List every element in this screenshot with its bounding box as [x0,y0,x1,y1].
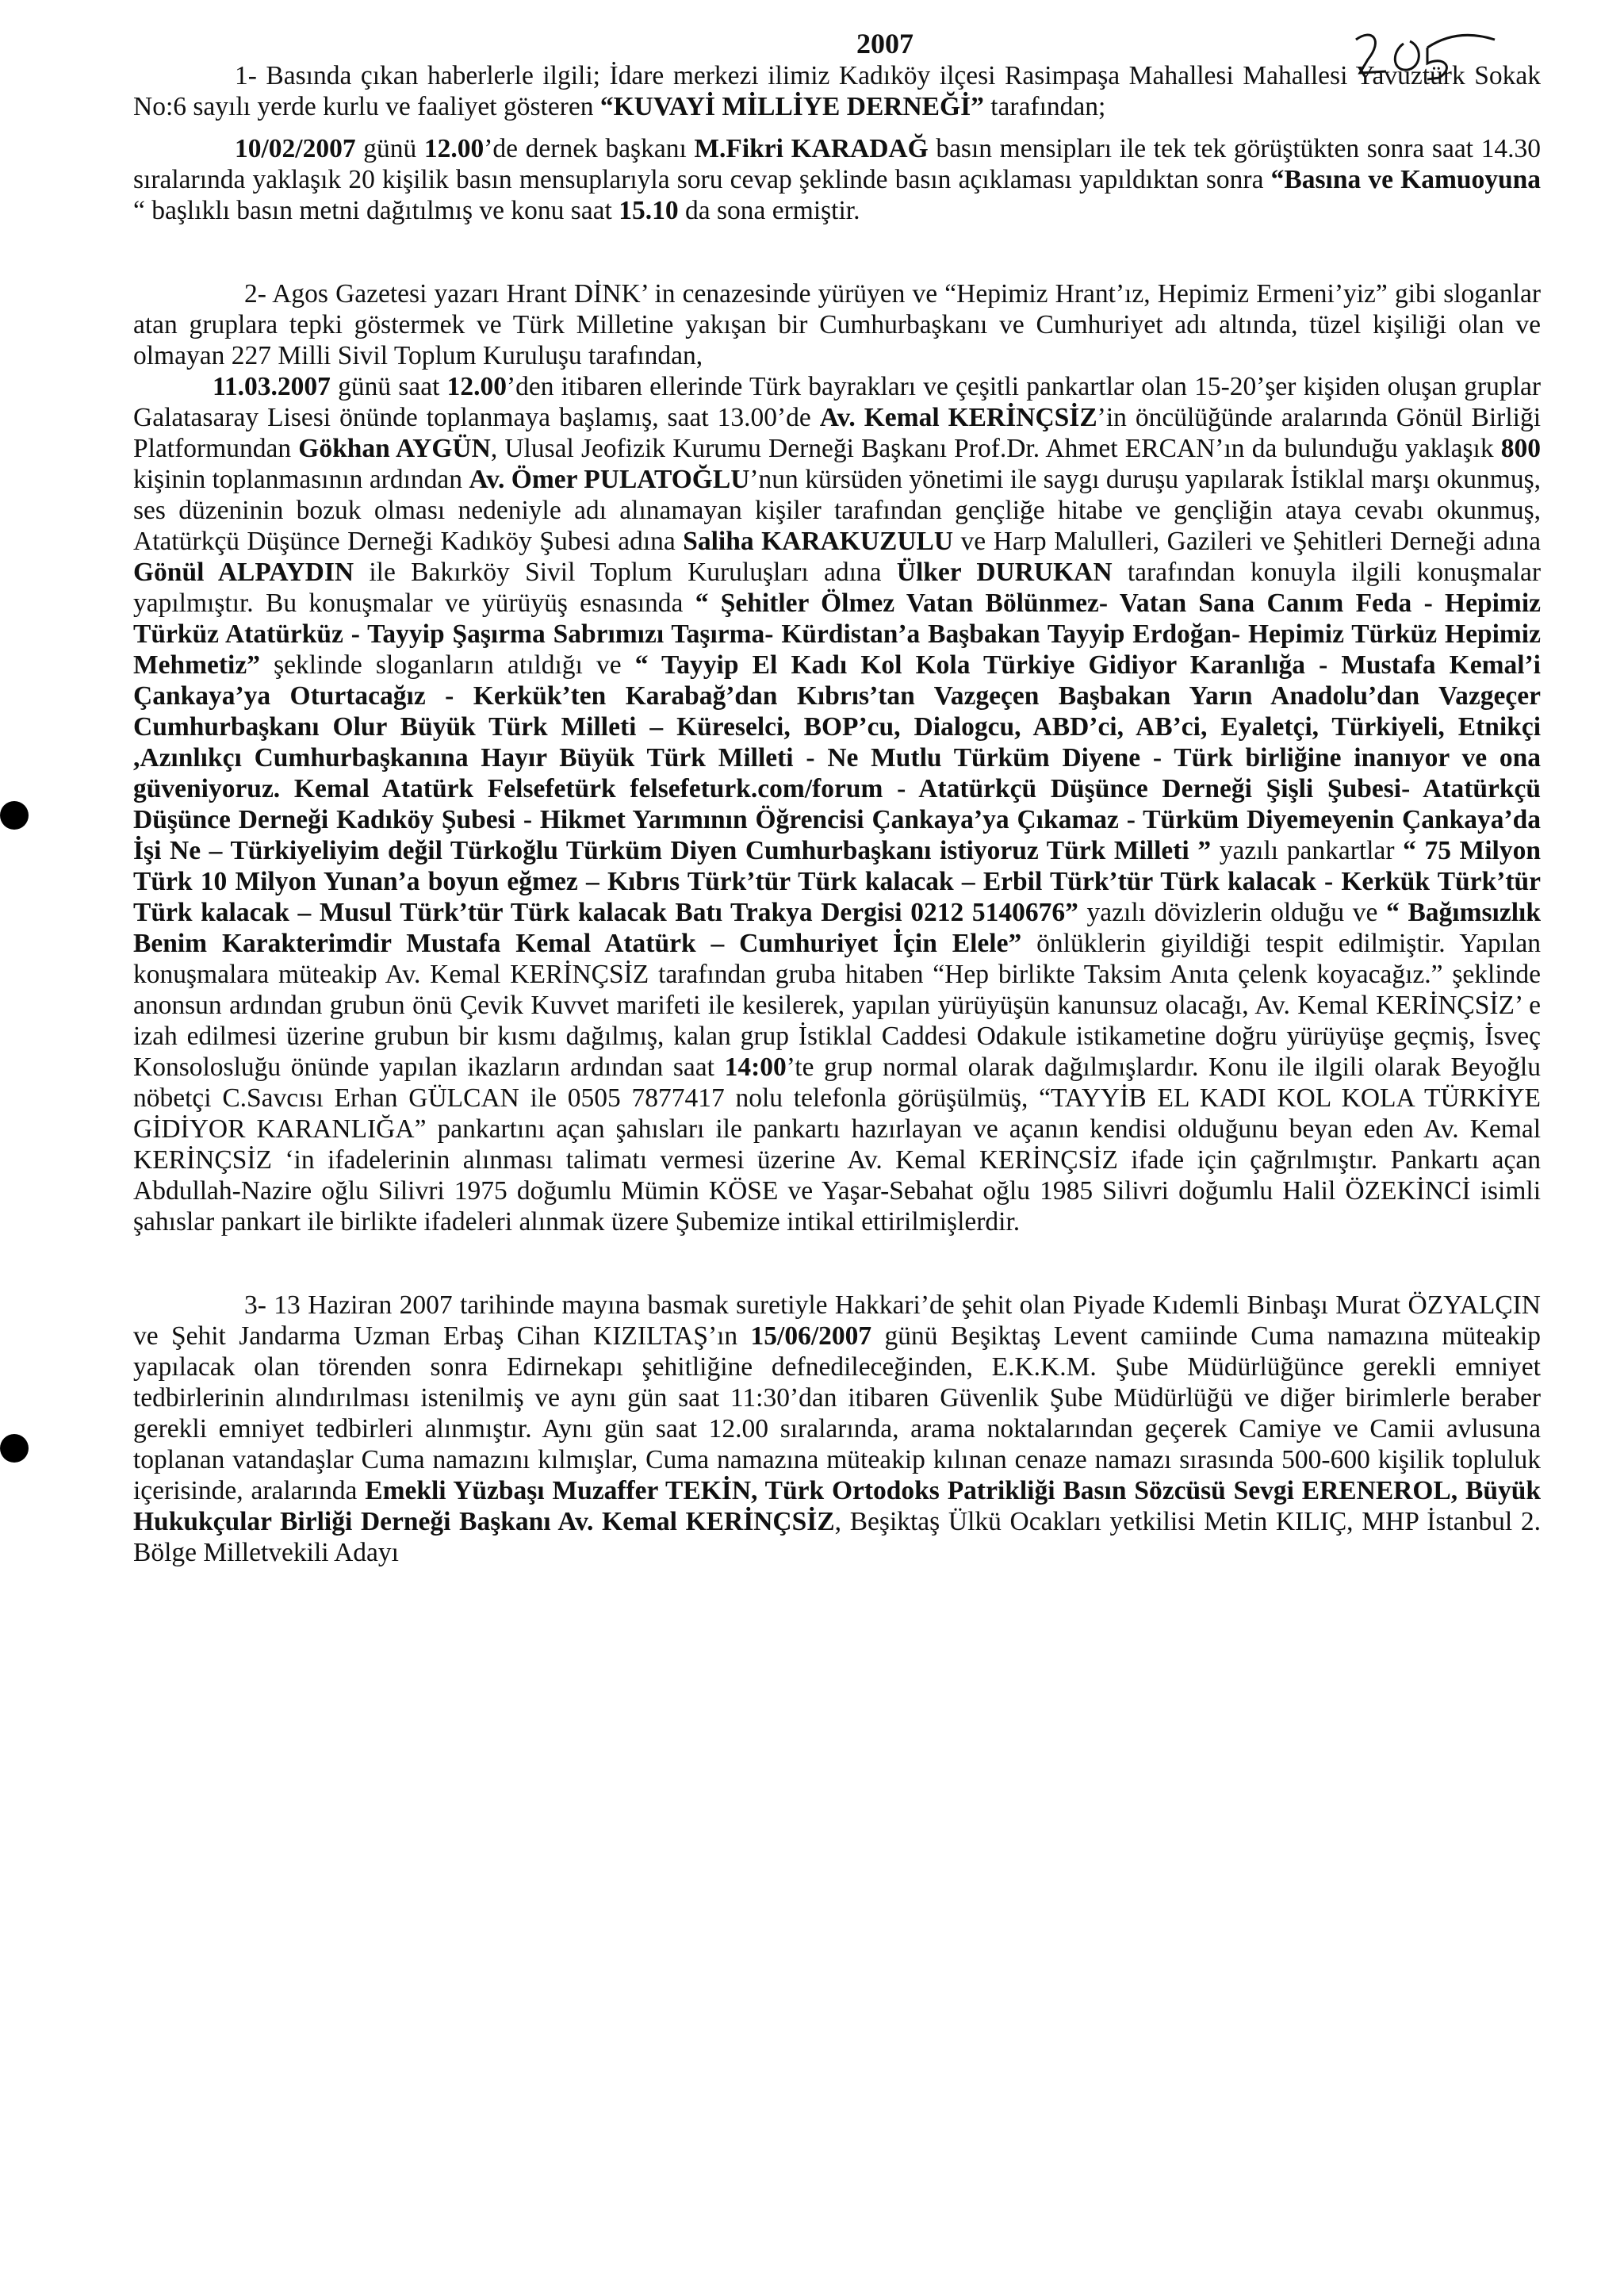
text: ’den itibaren ellerinde Türk bayrakları ve çeşitli pankartlar olan 15-20’şer kişiden oluşan gruplar Galatasaray Lisesi önünde toplanmaya başlamış, saat 13.00’de [133,372,1542,432]
punch-hole-mark [0,801,29,830]
organization-name: “KUVAYİ MİLLİYE DERNEĞİ” [599,92,984,121]
date: 10/02/2007 [235,134,356,163]
text: 1- Basında çıkan haberlerle ilgili; İdare merkezi ilimiz Kadıköy ilçesi Rasimpaşa Mahallesi Mahallesi Yavuztürk Sokak No:6 sayılı yerde kurlu ve faaliyet gösteren [133,61,1541,121]
date: 15/06/2007 [750,1321,872,1351]
time: 12.00 [423,134,485,163]
text: basın mensipları ile tek tek görüştükten sonra saat 14.30 sıralarında yaklaşık 20 kişilik basın mensuplarıyla soru cevap şeklinde basın açıklaması yapıldıktan sonra [133,134,1541,194]
text: da sona ermiştir. [678,196,860,225]
date: 11.03.2007 [213,372,331,401]
person-name: Gönül ALPAYDIN [133,558,354,587]
text: , Ulusal Jeofizik Kurumu Derneği Başkanı Prof.Dr. Ahmet ERCAN’ın da bulunduğu yaklaşık [490,434,1501,463]
press-text-title: “Basına ve Kamuoyuna [1270,165,1542,194]
section-1 [133,60,1541,226]
document-body [133,60,1541,1568]
text: “ başlıklı basın metni dağıtılmış ve konu saat [133,196,619,225]
attendee-count: 800 [1500,434,1542,463]
placard-texts: “ 75 Milyon Türk 10 Milyon Yunan’a boyun eğmez – Kıbrıs Türk’tür Türk kalacak – Erbil Türk’tür Türk kalacak - Kerkük Türk’tür Türk kalacak – Musul Türk’tür Türk kalacak Batı Trakya Dergisi 0212 5140676” [133,836,1541,927]
text: günü [355,134,424,163]
text: tarafından konuyla ilgili konuşmalar yapılmıştır. Bu konuşmalar ve yürüyüş esnasında [133,558,1541,618]
section-3 [133,1290,1541,1568]
text: günü Beşiktaş Levent camiinde Cuma namazına müteakip yapılacak olan törenden sonra Edirnekapı şehitliğine defnedileceğinden, E.K.K.M. Şube Müdürlüğünce gerekli emniyet tedbirlerinin alındırılması istenilmiş ve aynı gün saat 11:30’dan itibaren Güvenlik Şube Müdürlüğü ve diğer birimlerle beraber gerekli emniyet tedbirleri alınmıştır. Aynı gün saat 12.00 sıralarında, arama noktalarından geçerek Camiye ve Camii avlusuna toplanan vatandaşlar Cuma namazını kılmışlar, Cuma namazına müteakip kılınan cenaze namazı sırasında 500-600 kişilik topluluk içerisinde, aralarında [133,1321,1541,1505]
section-3-paragraph [133,1290,1541,1568]
text: şeklinde sloganların atıldığı ve [259,650,635,680]
text: kişinin toplanmasının ardından [133,465,469,494]
end-time: 15.10 [619,196,679,225]
text: yazılı pankartlar [1211,836,1404,865]
section-1-paragraph-2 [133,133,1541,226]
banner-texts: “ Tayyip El Kadı Kol Kola Türkiye Gidiyor Karanlığa - Mustafa Kemal’i Çankaya’ya Oturtacağız - Kerkük’ten Karabağ’dan Kıbrıs’tan Vazgeçen Başbakan Yarın Anadolu’dan Vazgeçer Cumhurbaşkanı Olur Büyük Türk Milleti – Küreselci, BOP’cu, Dialogcu, ABD’ci, AB’ci, Eyaletçi, Türkiyeli, Etnikçi ,Azınlıkçı Cumhurbaşkanına Hayır Büyük Türk Milleti - Ne Mutlu Türküm Diyene - Türk birliğine inanıyor ve ona güveniyoruz. Kemal Atatürk Felsefetürk felsefeturk.com/forum - Atatürkçü Düşünce Derneği Şişli Şubesi- Atatürkçü Düşünce Derneği Kadıköy Şubesi - Hikmet Yarımının Öğrencisi Çankaya’ya Çıkamaz - Türküm Diyemeyenin Çankaya’da İşi Ne – Türkiyeliyim değil Türkoğlu Türküm Diyen Cumhurbaşkanı istiyoruz Türk Milleti ” [133,650,1541,865]
section-1-paragraph-1 [133,60,1541,122]
text: önlüklerin giyildiği tespit edilmiştir. Yapılan konuşmalara müteakip Av. Kemal KERİNÇSİZ tarafından gruba hitaben “Hep birlikte Taksim Anıta çelenk koyacağız.” şeklinde anonsun ardından grubun önü Çevik Kuvvet marifeti ile kesilerek, yapılan yürüyüşün kanunsuz olacağı, Av. Kemal KERİNÇSİZ’ e izah edilmesi üzerine grubun bir kısmı dağılmış, kalan grup İstiklal Caddesi Odakule istikametine doğru yürüyüşe geçmiş, İsveç Konsolosluğu önünde yapılan ikazların ardından saat [133,929,1541,1082]
text: tarafından; [983,92,1106,121]
section-2-paragraph-1 [133,278,1541,371]
attendee-names: Emekli Yüzbaşı Muzaffer TEKİN, Türk Ortodoks Patrikliği Basın Sözcüsü Sevgi ERENEROL, Büyük Hukukçular Birliği Derneği Başkanı Av. Kemal KERİNÇSİZ [133,1476,1541,1536]
time: 12.00 [446,372,507,401]
text: ve Harp Malulleri, Gazileri ve Şehitleri Derneği adına [953,527,1541,556]
text: 3- 13 Haziran 2007 tarihinde mayına basmak suretiyle Hakkari’de şehit olan Piyade Kıdemli Binbaşı Murat ÖZYALÇIN ve Şehit Jandarma Uzman Erbaş Cihan KIZILTAŞ’ın [133,1290,1541,1351]
apron-texts: “ Bağımsızlık Benim Karakterimdir Mustafa Kemal Atatürk – Cumhuriyet İçin Elele” [133,898,1541,958]
text: ’de dernek başkanı [484,134,695,163]
text: yazılı dövizlerin olduğu ve [1078,898,1387,927]
person-name: Av. Kemal KERİNÇSİZ [819,403,1097,432]
time: 14:00 [724,1052,787,1082]
text: günü saat [330,372,447,401]
text: 2- Agos Gazetesi yazarı Hrant DİNK’ in cenazesinde yürüyen ve “Hepimiz Hrant’ız, Hepimiz Ermeni’yiz” gibi sloganlar atan gruplara tepki göstermek ve Türk Milletine yakışan bir Cumhurbaşkanı ve Cumhuriyet adı altında, tüzel kişiliği olan ve olmayan 227 Milli Sivil Toplum Kuruluşu tarafından, [133,279,1541,370]
page-year: 2007 [856,28,914,59]
person-name: Saliha KARAKUZULU [683,527,954,556]
person-name: Av. Ömer PULATOĞLU [469,465,750,494]
person-name: Gökhan AYGÜN [298,434,491,463]
text: ’nun kürsüden yönetimi ile saygı duruşu yapılarak İstiklal marşı okunmuş, ses düzeninin bozuk olması nedeniyle adı alınamayan kişiler tarafından gençliğe hitabe ve gençliğin ataya cevabı okunmuş, Atatürkçü Düşünce Derneği Kadıköy Şubesi adına [133,465,1541,556]
text: ’in öncülüğünde aralarında Gönül Birliği Platformundan [133,403,1542,463]
text: ile Bakırköy Sivil Toplum Kuruluşları adına [354,558,897,587]
text: , Beşiktaş Ülkü Ocakları yetkilisi Metin KILIÇ, MHP İstanbul 2. Bölge Milletvekili Adayı [133,1507,1541,1567]
text: ’te grup normal olarak dağılmışlardır. Konu ile ilgili olarak Beyoğlu nöbetçi C.Savcısı Erhan GÜLCAN ile 0505 7877417 nolu telefonla görüşülmüş, “TAYYİB EL KADI KOL KOLA TÜRKİYE GİDİYOR KARANLIĞA” pankartını açan şahısları ile pankartı hazırlayan ve açanın kendisi olduğunu beyan eden Av. Kemal KERİNÇSİZ ‘in ifadelerinin alınması talimatı vermesi üzerine Av. Kemal KERİNÇSİZ ifade için çağrılmıştır. Pankartı açan Abdullah-Nazire oğlu Silivri 1975 doğumlu Mümin KÖSE ve Yaşar-Sebahat oğlu 1985 Silivri doğumlu Halil ÖZEKİNCİ isimli şahıslar pankart ile birlikte ifadeleri alınmak üzere Şubemize intikal ettirilmişlerdir. [133,1052,1541,1237]
slogans: “ Şehitler Ölmez Vatan Bölünmez- Vatan Sana Canım Feda - Hepimiz Türküz Atatürküz - Tayyip Şaşırma Sabrımızı Taşırma- Kürdistan’a Başbakan Tayyip Erdoğan- Hepimiz Türküz Hepimiz Mehmetiz” [133,589,1542,680]
section-2 [133,278,1541,1237]
section-2-paragraph-2 [133,371,1541,1237]
person-name: M.Fikri KARADAĞ [694,134,929,163]
person-name: Ülker DURUKAN [896,558,1113,587]
punch-hole-mark [0,1434,29,1463]
